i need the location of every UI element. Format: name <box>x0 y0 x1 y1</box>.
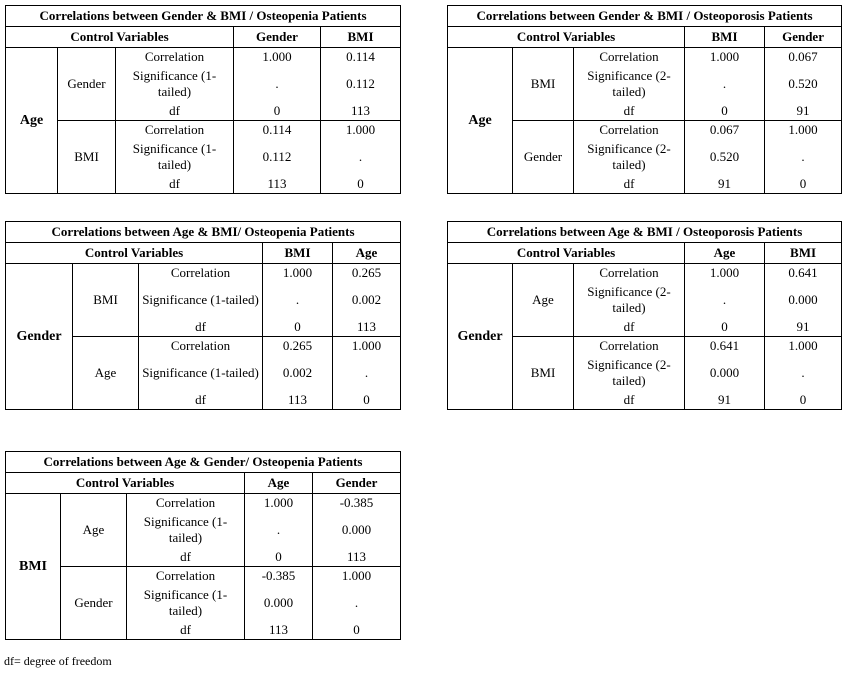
value-cell: 1.000 <box>263 264 333 283</box>
value-cell: 0.641 <box>765 264 842 283</box>
row-variable: Gender <box>58 48 116 121</box>
value-cell: . <box>685 282 765 318</box>
column-header: BMI <box>765 243 842 264</box>
value-cell: . <box>245 512 313 548</box>
stat-label: Correlation <box>116 48 234 67</box>
stat-label: Significance (1-tailed) <box>116 139 234 175</box>
value-cell: 0.114 <box>321 48 401 67</box>
value-cell: 113 <box>263 391 333 410</box>
value-cell: 0 <box>313 621 401 640</box>
value-cell: 0.000 <box>685 355 765 391</box>
value-cell: . <box>321 139 401 175</box>
value-cell: 0.265 <box>263 337 333 356</box>
row-variable: BMI <box>513 48 574 121</box>
correlation-table <box>5 221 401 410</box>
value-cell: 0 <box>263 318 333 337</box>
stat-label: Correlation <box>574 48 685 67</box>
table-title: Correlations between Age & BMI/ Osteopenia Patients <box>6 222 401 243</box>
value-cell: 1.000 <box>245 494 313 513</box>
value-cell: . <box>333 355 401 391</box>
table-title: Correlations between Gender & BMI / Osteopenia Patients <box>6 6 401 27</box>
control-variables-header: Control Variables <box>6 243 263 264</box>
stat-label: Correlation <box>139 264 263 283</box>
control-variables-header: Control Variables <box>448 243 685 264</box>
value-cell: 1.000 <box>685 264 765 283</box>
value-cell: 1.000 <box>333 337 401 356</box>
column-header: Age <box>245 473 313 494</box>
value-cell: 113 <box>321 102 401 121</box>
value-cell: 0.520 <box>765 66 842 102</box>
value-cell: 0.000 <box>765 282 842 318</box>
stat-label: Significance (2-tailed) <box>574 355 685 391</box>
value-cell: 113 <box>234 175 321 194</box>
value-cell: 1.000 <box>321 121 401 140</box>
control-variables-header: Control Variables <box>6 27 234 48</box>
column-header: Gender <box>313 473 401 494</box>
value-cell: 0 <box>333 391 401 410</box>
value-cell: 0 <box>321 175 401 194</box>
row-variable: Gender <box>513 121 574 194</box>
value-cell: 0 <box>685 318 765 337</box>
value-cell: 113 <box>333 318 401 337</box>
stat-label: df <box>116 175 234 194</box>
control-variable: Age <box>6 48 58 194</box>
stat-label: df <box>574 175 685 194</box>
row-variable: Gender <box>61 567 127 640</box>
value-cell: 0.067 <box>685 121 765 140</box>
control-variable: BMI <box>6 494 61 640</box>
row-variable: BMI <box>58 121 116 194</box>
stat-label: df <box>139 391 263 410</box>
stat-label: df <box>574 391 685 410</box>
column-header: BMI <box>263 243 333 264</box>
value-cell: 0 <box>765 175 842 194</box>
table-title: Correlations between Gender & BMI / Osteoporosis Patients <box>448 6 842 27</box>
row-variable: Age <box>73 337 139 410</box>
stat-label: Significance (1-tailed) <box>127 585 245 621</box>
stat-label: Correlation <box>127 567 245 586</box>
value-cell: 1.000 <box>685 48 765 67</box>
stat-label: Correlation <box>127 494 245 513</box>
value-cell: 0.002 <box>263 355 333 391</box>
value-cell: 1.000 <box>234 48 321 67</box>
stat-label: Correlation <box>574 264 685 283</box>
correlation-table <box>447 5 842 194</box>
value-cell: 0.112 <box>321 66 401 102</box>
stat-label: df <box>127 621 245 640</box>
value-cell: 0.265 <box>333 264 401 283</box>
value-cell: 0.114 <box>234 121 321 140</box>
row-variable: BMI <box>513 337 574 410</box>
value-cell: 91 <box>685 175 765 194</box>
value-cell: 0.641 <box>685 337 765 356</box>
stat-label: Correlation <box>574 337 685 356</box>
row-variable: Age <box>61 494 127 567</box>
footnote: df= degree of freedom <box>4 654 112 668</box>
value-cell: 113 <box>245 621 313 640</box>
stat-label: Significance (1-tailed) <box>139 282 263 318</box>
value-cell: . <box>263 282 333 318</box>
value-cell: 0.000 <box>245 585 313 621</box>
column-header: Age <box>685 243 765 264</box>
value-cell: 0.112 <box>234 139 321 175</box>
stat-label: df <box>116 102 234 121</box>
value-cell: -0.385 <box>313 494 401 513</box>
stat-label: df <box>127 548 245 567</box>
stat-label: Significance (2-tailed) <box>574 139 685 175</box>
value-cell: . <box>765 355 842 391</box>
stat-label: Significance (2-tailed) <box>574 282 685 318</box>
value-cell: . <box>685 66 765 102</box>
stat-label: Correlation <box>139 337 263 356</box>
stat-label: Correlation <box>116 121 234 140</box>
stat-label: df <box>574 318 685 337</box>
value-cell: 0.002 <box>333 282 401 318</box>
control-variables-header: Control Variables <box>448 27 685 48</box>
column-header: Age <box>333 243 401 264</box>
table-title: Correlations between Age & BMI / Osteoporosis Patients <box>448 222 842 243</box>
value-cell: -0.385 <box>245 567 313 586</box>
column-header: BMI <box>685 27 765 48</box>
control-variable: Gender <box>6 264 73 410</box>
column-header: Gender <box>765 27 842 48</box>
value-cell: 1.000 <box>765 121 842 140</box>
stat-label: Correlation <box>574 121 685 140</box>
value-cell: 1.000 <box>313 567 401 586</box>
table-title: Correlations between Age & Gender/ Osteopenia Patients <box>6 452 401 473</box>
value-cell: 91 <box>765 102 842 121</box>
stat-label: Significance (2-tailed) <box>574 66 685 102</box>
value-cell: 0.000 <box>313 512 401 548</box>
correlation-table <box>5 5 401 194</box>
stat-label: df <box>139 318 263 337</box>
value-cell: . <box>765 139 842 175</box>
column-header: BMI <box>321 27 401 48</box>
value-cell: 0 <box>765 391 842 410</box>
control-variable: Gender <box>448 264 513 410</box>
value-cell: . <box>313 585 401 621</box>
value-cell: 1.000 <box>765 337 842 356</box>
row-variable: BMI <box>73 264 139 337</box>
value-cell: 0.520 <box>685 139 765 175</box>
stat-label: df <box>574 102 685 121</box>
value-cell: 113 <box>313 548 401 567</box>
value-cell: 0.067 <box>765 48 842 67</box>
value-cell: 0 <box>245 548 313 567</box>
correlation-table <box>447 221 842 410</box>
column-header: Gender <box>234 27 321 48</box>
value-cell: 91 <box>765 318 842 337</box>
stat-label: Significance (1-tailed) <box>127 512 245 548</box>
stat-label: Significance (1-tailed) <box>116 66 234 102</box>
stat-label: Significance (1-tailed) <box>139 355 263 391</box>
value-cell: 91 <box>685 391 765 410</box>
value-cell: 0 <box>234 102 321 121</box>
value-cell: 0 <box>685 102 765 121</box>
control-variables-header: Control Variables <box>6 473 245 494</box>
control-variable: Age <box>448 48 513 194</box>
correlation-table <box>5 451 401 640</box>
value-cell: . <box>234 66 321 102</box>
row-variable: Age <box>513 264 574 337</box>
